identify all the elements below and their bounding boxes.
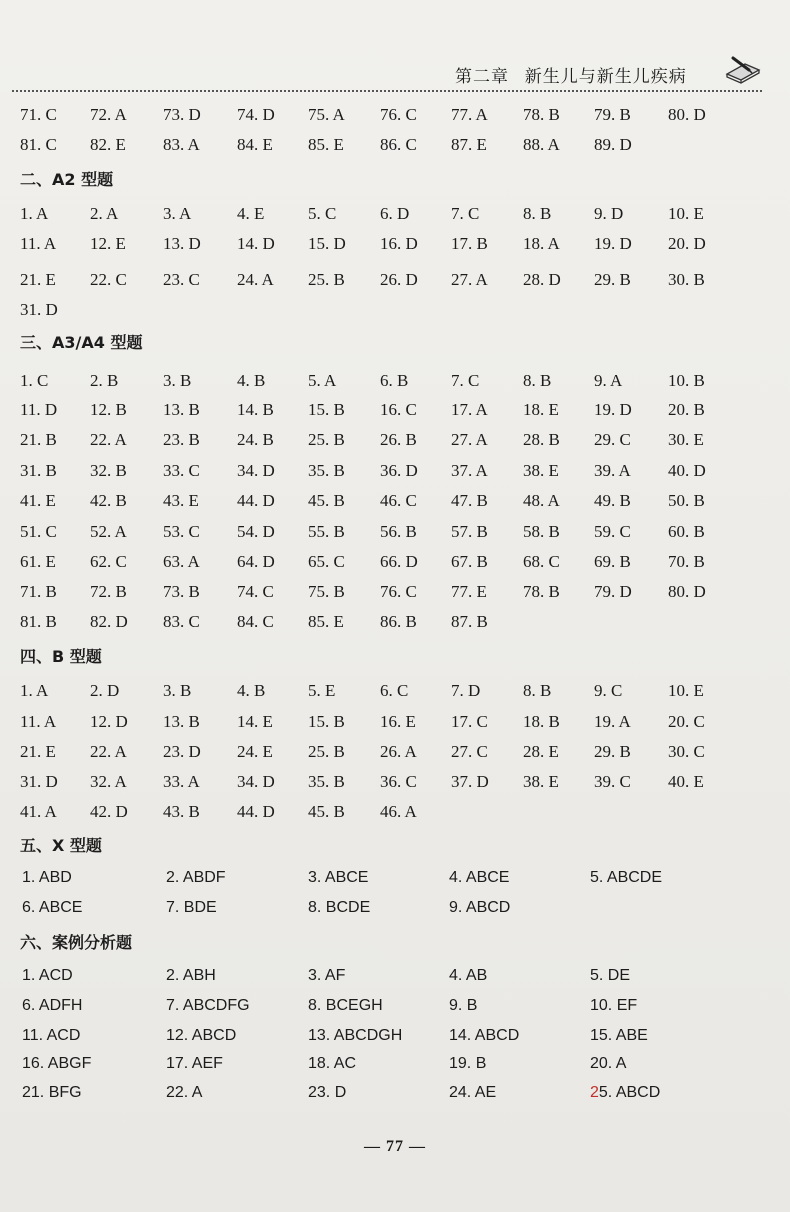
answer-item: 9. B: [449, 997, 478, 1014]
answer-item: 27. A: [451, 430, 488, 449]
answer-item: 5. DE: [590, 967, 631, 984]
answer-item: 74. C: [237, 582, 274, 601]
answer-item: 81. C: [20, 135, 57, 154]
answer-item: 39. A: [594, 461, 631, 480]
answer-item: 10. B: [668, 371, 705, 390]
answer-item: 11. A: [20, 234, 57, 253]
answer-item: 18. B: [523, 712, 560, 731]
answer-item: 14. D: [237, 234, 275, 253]
answer-item: 8. BCEGH: [308, 997, 383, 1014]
answer-item: 54. D: [237, 522, 275, 541]
answer-item: 3. B: [163, 681, 192, 700]
answer-item: 83. C: [163, 612, 200, 631]
answer-item: 19. D: [594, 234, 632, 253]
answer-item: 75. B: [308, 582, 345, 601]
section-title: 四、B 型题: [20, 647, 102, 666]
answer-item: 52. A: [90, 522, 127, 541]
answer-number-prefix: 2: [590, 1084, 599, 1101]
answer-item: 23. D: [163, 742, 201, 761]
answer-item: 38. E: [523, 461, 559, 480]
answer-item: 74. D: [237, 105, 275, 124]
answer-item: 4. AB: [449, 967, 488, 984]
answer-item: 28. B: [523, 430, 560, 449]
answer-item: 10. EF: [590, 997, 638, 1014]
answer-item: 17. A: [451, 400, 488, 419]
answer-item: 20. C: [668, 712, 705, 731]
answer-item: 36. C: [380, 772, 417, 791]
answer-item: 25. B: [308, 742, 345, 761]
answer-item: 3. A: [163, 204, 192, 223]
answer-item: 75. A: [308, 105, 345, 124]
answer-item: 77. A: [451, 105, 488, 124]
answer-row: [0, 457, 790, 485]
answer-item: 36. D: [380, 461, 418, 480]
answer-item: 18. A: [523, 234, 560, 253]
answer-item: 87. E: [451, 135, 487, 154]
answer-item: 6. C: [380, 681, 409, 700]
answer-item: 23. C: [163, 270, 200, 289]
answer-row: [0, 266, 790, 294]
answer-item: 13. B: [163, 400, 200, 419]
answer-item: 24. AE: [449, 1084, 497, 1101]
answer-row: [0, 548, 790, 576]
answer-item: 47. B: [451, 491, 488, 510]
answer-item: 79. B: [594, 105, 631, 124]
chapter-label: 第二章: [455, 67, 509, 86]
section-title: 三、A3/A4 型题: [20, 333, 143, 352]
answer-row: [0, 798, 790, 826]
answer-item: 6. B: [380, 371, 409, 390]
section-title: 五、X 型题: [20, 836, 102, 855]
answer-item: 2. ABH: [166, 967, 216, 984]
answer-item: 41. A: [20, 802, 57, 821]
answer-item: 21. B: [20, 430, 57, 449]
answer-item: 25. B: [308, 270, 345, 289]
answer-item: 16. ABGF: [22, 1055, 92, 1072]
answer-item: 32. A: [90, 772, 127, 791]
answer-item: 55. B: [308, 522, 345, 541]
answer-item: 33. A: [163, 772, 200, 791]
answer-item: 19. D: [594, 400, 632, 419]
answer-item: 24. E: [237, 742, 273, 761]
answer-row: [0, 708, 790, 736]
answer-row: [0, 426, 790, 454]
answer-item: 78. B: [523, 105, 560, 124]
answer-item: 1. A: [20, 204, 49, 223]
answer-item: 16. E: [380, 712, 416, 731]
running-header: [455, 62, 687, 87]
answer-item: 15. B: [308, 712, 345, 731]
answer-item: 38. E: [523, 772, 559, 791]
answer-item: 76. C: [380, 105, 417, 124]
answer-item: 8. B: [523, 204, 552, 223]
answer-item: 17. B: [451, 234, 488, 253]
answer-text: 5. ABCD: [598, 1084, 661, 1101]
answer-item: 85. E: [308, 612, 344, 631]
answer-item: 21. E: [20, 742, 56, 761]
answer-item: 15. D: [308, 234, 346, 253]
answer-item: 12. E: [90, 234, 126, 253]
answer-item: 12. B: [90, 400, 127, 419]
answer-item: 6. D: [380, 204, 410, 223]
answer-item: 2. D: [90, 681, 120, 700]
answer-item: 8. BCDE: [308, 899, 371, 916]
answer-item: 18. AC: [308, 1055, 357, 1072]
answer-item: 35. B: [308, 772, 345, 791]
answer-item: 22. C: [90, 270, 127, 289]
answer-item: 32. B: [90, 461, 127, 480]
answer-item: 62. C: [90, 552, 127, 571]
chapter-title: 新生儿与新生儿疾病: [524, 67, 687, 86]
answer-row: [0, 1022, 790, 1050]
answer-item: 4. ABCE: [449, 869, 510, 886]
answer-item: 28. E: [523, 742, 559, 761]
answer-item: 30. B: [668, 270, 705, 289]
answer-item: 2. A: [90, 204, 119, 223]
answer-item: 49. B: [594, 491, 631, 510]
answer-row: [0, 1050, 790, 1078]
page-number: — 77 —: [364, 1138, 426, 1155]
answer-item: 84. C: [237, 612, 274, 631]
answer-item: 72. B: [90, 582, 127, 601]
answer-item: 5. ABCDE: [590, 869, 663, 886]
answer-item: 17. AEF: [166, 1055, 223, 1072]
answer-item: 27. A: [451, 270, 488, 289]
answer-item: 33. C: [163, 461, 200, 480]
answer-item: 42. B: [90, 491, 127, 510]
answer-item: 22. A: [90, 430, 127, 449]
answer-item: 4. E: [237, 204, 265, 223]
answer-item: 11. ACD: [22, 1027, 81, 1044]
answer-item: 67. B: [451, 552, 488, 571]
answer-item: 83. A: [163, 135, 200, 154]
answer-item: 13. B: [163, 712, 200, 731]
answer-item: 57. B: [451, 522, 488, 541]
answer-item: 37. D: [451, 772, 489, 791]
answer-item: 29. C: [594, 430, 631, 449]
answer-item: 19. B: [449, 1055, 487, 1072]
answer-item: 5. C: [308, 204, 337, 223]
answer-item: 44. D: [237, 491, 275, 510]
header-divider: [12, 90, 762, 92]
answer-item: 66. D: [380, 552, 418, 571]
answer-item: 50. B: [668, 491, 705, 510]
answer-item: 7. ABCDFG: [166, 997, 250, 1014]
answer-item: 15. ABE: [590, 1027, 648, 1044]
answer-item: 30. C: [668, 742, 705, 761]
answer-item: 61. E: [20, 552, 56, 571]
section-title: 六、案例分析题: [20, 933, 133, 952]
answer-item: 87. B: [451, 612, 488, 631]
answer-item: 7. C: [451, 204, 480, 223]
answer-item: 86. B: [380, 612, 417, 631]
answer-item: 85. E: [308, 135, 344, 154]
answer-item: 15. B: [308, 400, 345, 419]
answer-item: 89. D: [594, 135, 632, 154]
answer-item: 68. C: [523, 552, 560, 571]
answer-item: 53. C: [163, 522, 200, 541]
answer-item: 26. B: [380, 430, 417, 449]
answer-item: 73. B: [163, 582, 200, 601]
answer-item: 58. B: [523, 522, 560, 541]
answer-row: [0, 578, 790, 606]
answer-item: 16. D: [380, 234, 418, 253]
answer-item: 5. E: [308, 681, 336, 700]
answer-item: 78. B: [523, 582, 560, 601]
answer-item: 43. B: [163, 802, 200, 821]
answer-row: [0, 367, 790, 395]
answer-item: 28. D: [523, 270, 561, 289]
answer-item: 80. D: [668, 105, 706, 124]
answer-item: 14. E: [237, 712, 273, 731]
answer-item: 73. D: [163, 105, 201, 124]
answer-item: 29. B: [594, 270, 631, 289]
answer-item: 79. D: [594, 582, 632, 601]
answer-item: 3. B: [163, 371, 192, 390]
answer-row: [0, 131, 790, 159]
answer-row: [0, 518, 790, 546]
answer-item: 80. D: [668, 582, 706, 601]
answer-item: 71. C: [20, 105, 57, 124]
answer-item: 29. B: [594, 742, 631, 761]
answer-item: 21. E: [20, 270, 56, 289]
answer-item: 86. C: [380, 135, 417, 154]
answer-item: 14. ABCD: [449, 1027, 520, 1044]
answer-item: 4. B: [237, 371, 266, 390]
answer-item: 44. D: [237, 802, 275, 821]
answer-item: 26. D: [380, 270, 418, 289]
answer-item: 19. A: [594, 712, 631, 731]
answer-item: 20. B: [668, 400, 705, 419]
answer-item: 82. D: [90, 612, 128, 631]
answer-item: 7. BDE: [166, 899, 217, 916]
answer-item: 6. ABCE: [22, 899, 83, 916]
answer-item: 24. A: [237, 270, 274, 289]
answer-row: [0, 1079, 790, 1107]
answer-item: 9. C: [594, 681, 623, 700]
answer-item: 60. B: [668, 522, 705, 541]
answer-item: 1. ABD: [22, 869, 72, 886]
answer-item: 8. B: [523, 681, 552, 700]
answer-item: 4. B: [237, 681, 266, 700]
answer-item: 81. B: [20, 612, 57, 631]
answer-row: [0, 230, 790, 258]
answer-item: 25. B: [308, 430, 345, 449]
answer-item: 22. A: [90, 742, 127, 761]
answer-item: 26. A: [380, 742, 417, 761]
answer-item: 39. C: [594, 772, 631, 791]
answer-item: 17. C: [451, 712, 488, 731]
answer-row: [0, 608, 790, 636]
answer-item: 43. E: [163, 491, 199, 510]
answer-item: 46. A: [380, 802, 417, 821]
answer-item: 31. D: [20, 772, 58, 791]
answer-item: 70. B: [668, 552, 705, 571]
answer-item: 12. D: [90, 712, 128, 731]
answer-item: 9. ABCD: [449, 899, 511, 916]
answer-row: [0, 738, 790, 766]
answer-item: 59. C: [594, 522, 631, 541]
answer-item: 6. ADFH: [22, 997, 83, 1014]
answer-item: 10. E: [668, 681, 704, 700]
answer-row: [0, 992, 790, 1020]
answer-item: 14. B: [237, 400, 274, 419]
answer-item: 34. D: [237, 461, 275, 480]
answer-item: 18. E: [523, 400, 559, 419]
answer-item: 69. B: [594, 552, 631, 571]
answer-row: [0, 396, 790, 424]
answer-item: 65. C: [308, 552, 345, 571]
answer-item: 13. D: [163, 234, 201, 253]
section-title: 二、A2 型题: [20, 170, 114, 189]
answer-row: [0, 962, 790, 990]
answer-item: 16. C: [380, 400, 417, 419]
book-pen-icon: [725, 54, 761, 84]
answer-item: 34. D: [237, 772, 275, 791]
answer-item: 24. B: [237, 430, 274, 449]
answer-item: 72. A: [90, 105, 127, 124]
answer-item: 10. E: [668, 204, 704, 223]
answer-item: 23. D: [308, 1084, 347, 1101]
answer-item: 2. B: [90, 371, 119, 390]
answer-item: 40. E: [668, 772, 704, 791]
answer-item: 48. A: [523, 491, 560, 510]
answer-item: 12. ABCD: [166, 1027, 237, 1044]
answer-row: [0, 677, 790, 705]
answer-item: [590, 1079, 660, 1107]
answer-item: 20. D: [668, 234, 706, 253]
answer-item: 40. D: [668, 461, 706, 480]
answer-item: 30. E: [668, 430, 704, 449]
answer-item: 5. A: [308, 371, 337, 390]
answer-item: 71. B: [20, 582, 57, 601]
answer-item: 3. ABCE: [308, 869, 369, 886]
answer-item: 63. A: [163, 552, 200, 571]
answer-item: 1. A: [20, 681, 49, 700]
answer-item: 82. E: [90, 135, 126, 154]
answer-item: 1. C: [20, 371, 49, 390]
answer-item: 23. B: [163, 430, 200, 449]
answer-item: 11. A: [20, 712, 57, 731]
answer-item: 77. E: [451, 582, 487, 601]
answer-item: 21. BFG: [22, 1084, 82, 1101]
answer-row: [0, 894, 790, 922]
answer-item: 45. B: [308, 491, 345, 510]
answer-item: 13. ABCDGH: [308, 1027, 403, 1044]
answer-item: 11. D: [20, 400, 58, 419]
answer-row: [0, 200, 790, 228]
answer-item: 45. B: [308, 802, 345, 821]
answer-item: 20. A: [590, 1055, 627, 1072]
answer-item: 31. D: [20, 300, 58, 319]
answer-item: 42. D: [90, 802, 128, 821]
answer-item: 37. A: [451, 461, 488, 480]
answer-item: 22. A: [166, 1084, 203, 1101]
answer-row: [0, 101, 790, 129]
answer-item: 3. AF: [308, 967, 346, 984]
answer-item: 35. B: [308, 461, 345, 480]
answer-item: 9. D: [594, 204, 624, 223]
answer-item: 2. ABDF: [166, 869, 226, 886]
answer-row: [0, 296, 790, 324]
answer-item: 41. E: [20, 491, 56, 510]
answer-item: 56. B: [380, 522, 417, 541]
answer-item: 1. ACD: [22, 967, 73, 984]
answer-item: 88. A: [523, 135, 560, 154]
answer-item: 84. E: [237, 135, 273, 154]
answer-row: [0, 864, 790, 892]
answer-item: 8. B: [523, 371, 552, 390]
answer-item: 31. B: [20, 461, 57, 480]
answer-item: 7. C: [451, 371, 480, 390]
answer-item: 27. C: [451, 742, 488, 761]
answer-item: 64. D: [237, 552, 275, 571]
answer-row: [0, 487, 790, 515]
answer-row: [0, 768, 790, 796]
answer-item: 51. C: [20, 522, 57, 541]
answer-item: 46. C: [380, 491, 417, 510]
answer-item: 7. D: [451, 681, 481, 700]
answer-item: 9. A: [594, 371, 623, 390]
answer-item: 76. C: [380, 582, 417, 601]
